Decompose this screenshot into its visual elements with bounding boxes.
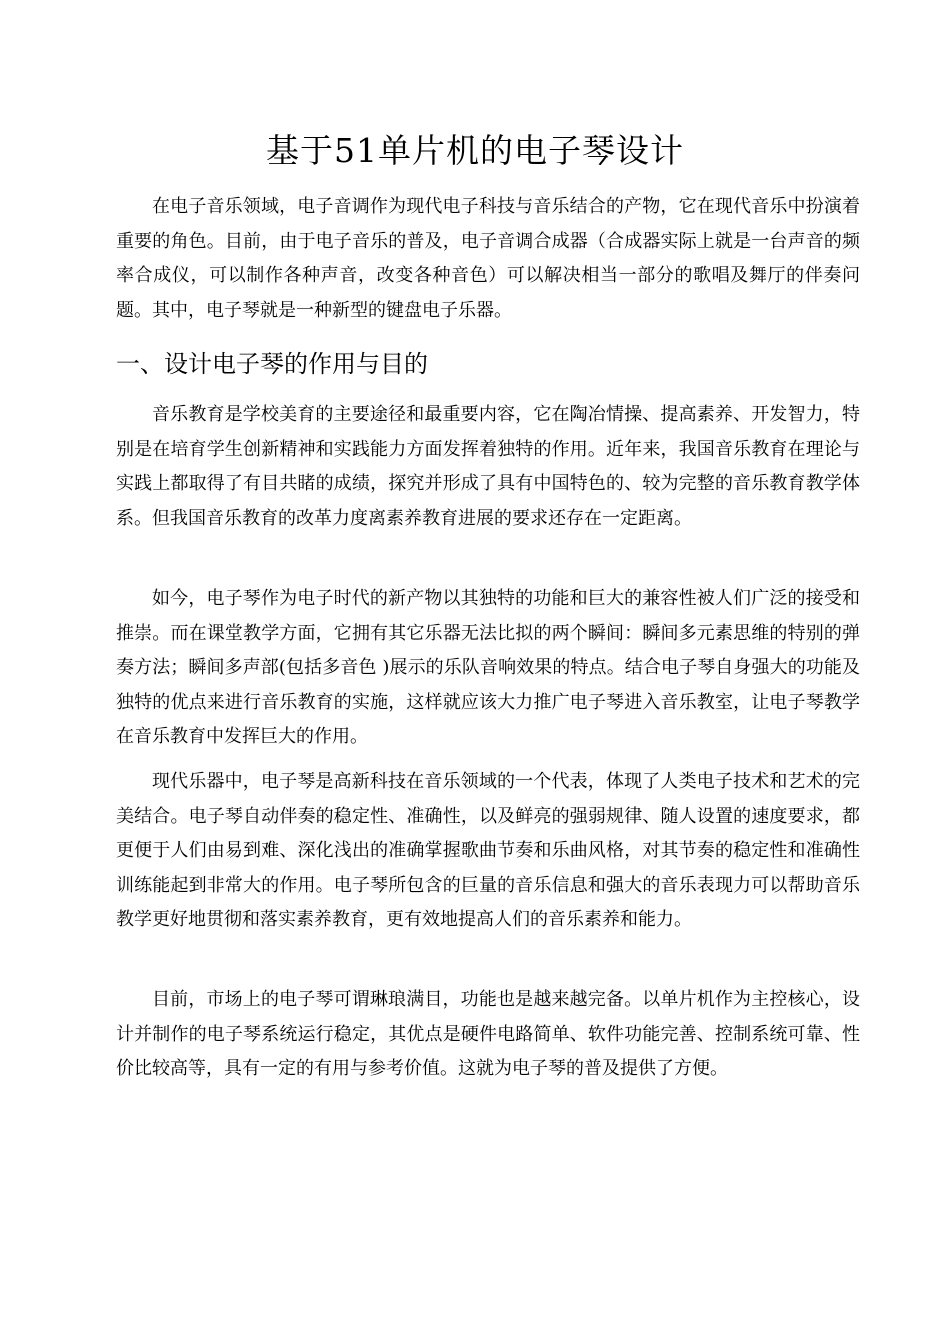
body-paragraph: 目前，市场上的电子琴可谓琳琅满目，功能也是越来越完备。以单片机作为主控核心，设计并制作的电子琴系统运行稳定，其优点是硬件电路简单、软件功能完善、控制系统可靠、性价比较高等，具有一定的有用与参考价值。这就为电子琴的普及提供了方便。 <box>116 989 860 1079</box>
section-heading: 一、设计电子琴的作用与目的 <box>116 350 428 378</box>
page-title: 基于51单片机的电子琴设计 <box>266 131 684 170</box>
body-paragraph: 音乐教育是学校美育的主要途径和最重要内容，它在陶冶情操、提高素养、开发智力，特别是在培育学生创新精神和实践能力方面发挥着独特的作用。近年来，我国音乐教育在理论与实践上都取得了有目共睹的成绩，探究并形成了具有中国特色的、较为完整的音乐教育教学体系。但我国音乐教育的改革力度离素养教育进展的要求还存在一定距离。 <box>116 404 860 529</box>
body-paragraph: 如今，电子琴作为电子时代的新产物以其独特的功能和巨大的兼容性被人们广泛的接受和推崇。而在课堂教学方面，它拥有其它乐器无法比拟的两个瞬间：瞬间多元素思维的特别的弹奏方法；瞬间多声部(包括多音色 )展示的乐队音响效果的特点。结合电子琴自身强大的功能及独特的优点来进行音乐教育的实施，这样就应该大力推广电子琴进入音乐教室，让电子琴教学在音乐教育中发挥巨大的作用。 <box>116 588 860 747</box>
body-paragraph: 现代乐器中，电子琴是高新科技在音乐领域的一个代表，体现了人类电子技术和艺术的完美结合。电子琴自动伴奏的稳定性、准确性，以及鲜亮的强弱规律、随人设置的速度要求，都更便于人们由易到难、深化浅出的准确掌握歌曲节奏和乐曲风格，对其节奏的稳定性和准确性训练能起到非常大的作用。电子琴所包含的巨量的音乐信息和强大的音乐表现力可以帮助音乐教学更好地贯彻和落实素养教育，更有效地提高人们的音乐素养和能力。 <box>116 771 860 930</box>
intro-paragraph: 在电子音乐领域，电子音调作为现代电子科技与音乐结合的产物，它在现代音乐中扮演着重要的角色。目前，由于电子音乐的普及，电子音调合成器（合成器实际上就是一台声音的频率合成仪，可以制作各种声音，改变各种音色）可以解决相当一部分的歌唱及舞厅的伴奏问题。其中，电子琴就是一种新型的键盘电子乐器。 <box>116 196 860 321</box>
